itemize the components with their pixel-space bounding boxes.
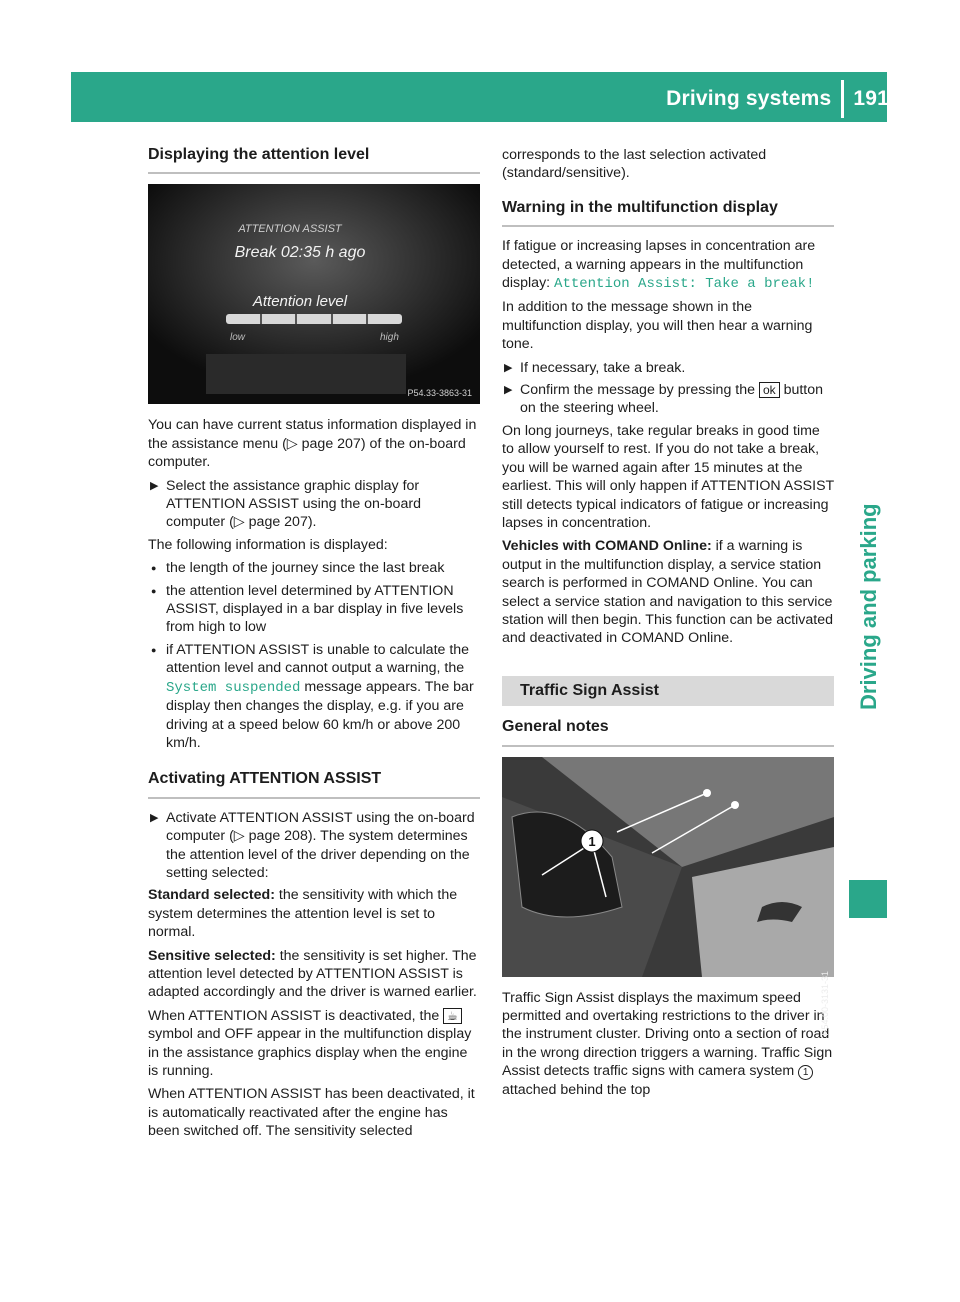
paragraph-deactivated <box>148 1007 480 1081</box>
deactivated-text-post: symbol and OFF appear in the multifunction display in the assistance graphics display when the engine is running. <box>148 1026 472 1079</box>
step-activate: ▶ Activate ATTENTION ASSIST using the on-board computer (▷ page 208). The system determines the attention level of the driver depending on the setting selected: <box>148 809 480 883</box>
confirm-text-post: button on the steering wheel. <box>520 382 824 417</box>
paragraph-reactivated: When ATTENTION ASSIST has been deactivated, it is automatically reactivated after the engine has been switched off. The sensitivity selected <box>148 1086 475 1140</box>
paragraph-warning-tone: In addition to the message shown in the multifunction display, you will then hear a warning tone. <box>502 299 813 353</box>
heading-general-notes: General notes <box>502 718 834 746</box>
confirm-text-pre: Confirm the message by pressing the <box>520 382 759 399</box>
screen-title: ATTENTION ASSIST <box>238 223 342 236</box>
system-suspended-message: System suspended <box>166 679 301 696</box>
bullet-attention-level: ● the attention level determined by ATTENTION ASSIST, displayed in a bar display in five levels from high to low <box>148 582 480 637</box>
section-banner-traffic-sign-assist: Traffic Sign Assist <box>502 676 834 706</box>
right-column <box>502 146 834 1104</box>
paragraph-comand <box>502 537 834 647</box>
camera-callout-number: 1 <box>588 833 596 849</box>
photo-code: P54.00-3131-31 <box>820 970 830 1036</box>
heading-warning-multifunction: Warning in the multifunction display <box>502 199 834 227</box>
page-number: 191 <box>853 87 889 110</box>
bullet-system-suspended <box>148 641 480 752</box>
coffee-cup-icon: ☕ <box>443 1008 462 1024</box>
sensitive-text: the sensitivity is set higher. The attention level detected by ATTENTION ASSIST is adapted accordingly and the driver is warned earlier. <box>148 947 477 1001</box>
step-select-display: ▶ Select the assistance graphic display for ATTENTION ASSIST using the on-board computer (▷ page 207). <box>148 477 480 532</box>
screen-high-label: high <box>380 332 399 344</box>
comand-label: Vehicles with COMAND Online: <box>502 538 712 555</box>
take-a-break-message: Attention Assist: Take a break! <box>554 276 815 293</box>
side-tab-label: Driving and parking <box>856 503 881 710</box>
attention-assist-screen-image <box>148 184 480 404</box>
comand-text: if a warning is output in the multifunction display, a service station search is performed in COMAND Online. You can select a service station and navigation to this service station will then begin. This function can be activated and deactivated in COMAND Online. <box>502 538 833 647</box>
tsa-text-post: attached behind the top <box>502 1081 651 1098</box>
header-separator <box>841 80 844 118</box>
paragraph-long-journeys: On long journeys, take regular breaks in good time to allow yourself to rest. If you do not take a break, you will be warned again after 15 minutes at the earliest. This will only happen if ATTENTION ASSIST still detects typical indicators of fatigue or increasing lapses in concentration. <box>502 422 834 531</box>
paragraph-info-displayed: The following information is displayed: <box>148 536 388 553</box>
heading-displaying-attention-level: Displaying the attention level <box>148 146 480 174</box>
step-confirm <box>502 381 834 418</box>
paragraph-status-info: You can have current status information displayed in the assistance menu (▷ page 207) of the on-board computer. <box>148 417 477 471</box>
paragraph-sensitive <box>148 947 480 1002</box>
header-title: Driving systems <box>666 87 832 110</box>
warning-text-pre: If fatigue or increasing lapses in concentration are detected, a warning appears in the multifunction display: <box>502 238 816 292</box>
screen-low-label: low <box>230 332 246 344</box>
attention-assist-display <box>148 184 480 404</box>
screen-level-label: Attention level <box>252 293 348 311</box>
standard-label: Standard selected: <box>148 887 275 904</box>
screen-break-text: Break 02:35 h ago <box>234 244 366 262</box>
sensitive-label: Sensitive selected: <box>148 947 276 964</box>
header <box>666 82 889 116</box>
ok-button-icon: ok <box>759 382 780 398</box>
camera-system-callout: 1 <box>798 1065 813 1080</box>
bullet-text-post: message appears. The bar display then changes the display, e.g. if you are driving at a speed below 60 km/h or above 200 km/h. <box>166 678 474 751</box>
left-column <box>148 146 480 1146</box>
deactivated-text-pre: When ATTENTION ASSIST is deactivated, the <box>148 1007 444 1024</box>
tsa-text-pre: Traffic Sign Assist displays the maximum speed permitted and overtaking restrictions to the driver in the instrument cluster. Driving onto a section of road in the wrong direction triggers a warning. Traffic Sign Assist detects traffic signs with camera system <box>502 989 833 1080</box>
paragraph-warning <box>502 237 834 293</box>
bullet-journey-length: ● the length of the journey since the last break <box>148 559 480 577</box>
paragraph-traffic-sign-assist <box>502 989 834 1099</box>
paragraph-continued: corresponds to the last selection activated (standard/sensitive). <box>502 147 767 182</box>
image-code: P54.33-3863-31 <box>407 388 472 399</box>
step-take-break: ▶ If necessary, take a break. <box>502 359 834 377</box>
side-tab-marker <box>849 880 887 918</box>
paragraph-standard <box>148 886 480 941</box>
heading-activating: Activating ATTENTION ASSIST <box>148 770 480 798</box>
bullet-text-pre: if ATTENTION ASSIST is unable to calculate the attention level and cannot output a warning, the <box>166 641 470 677</box>
standard-text: the sensitivity with which the system determines the attention level is set to normal. <box>148 887 458 941</box>
